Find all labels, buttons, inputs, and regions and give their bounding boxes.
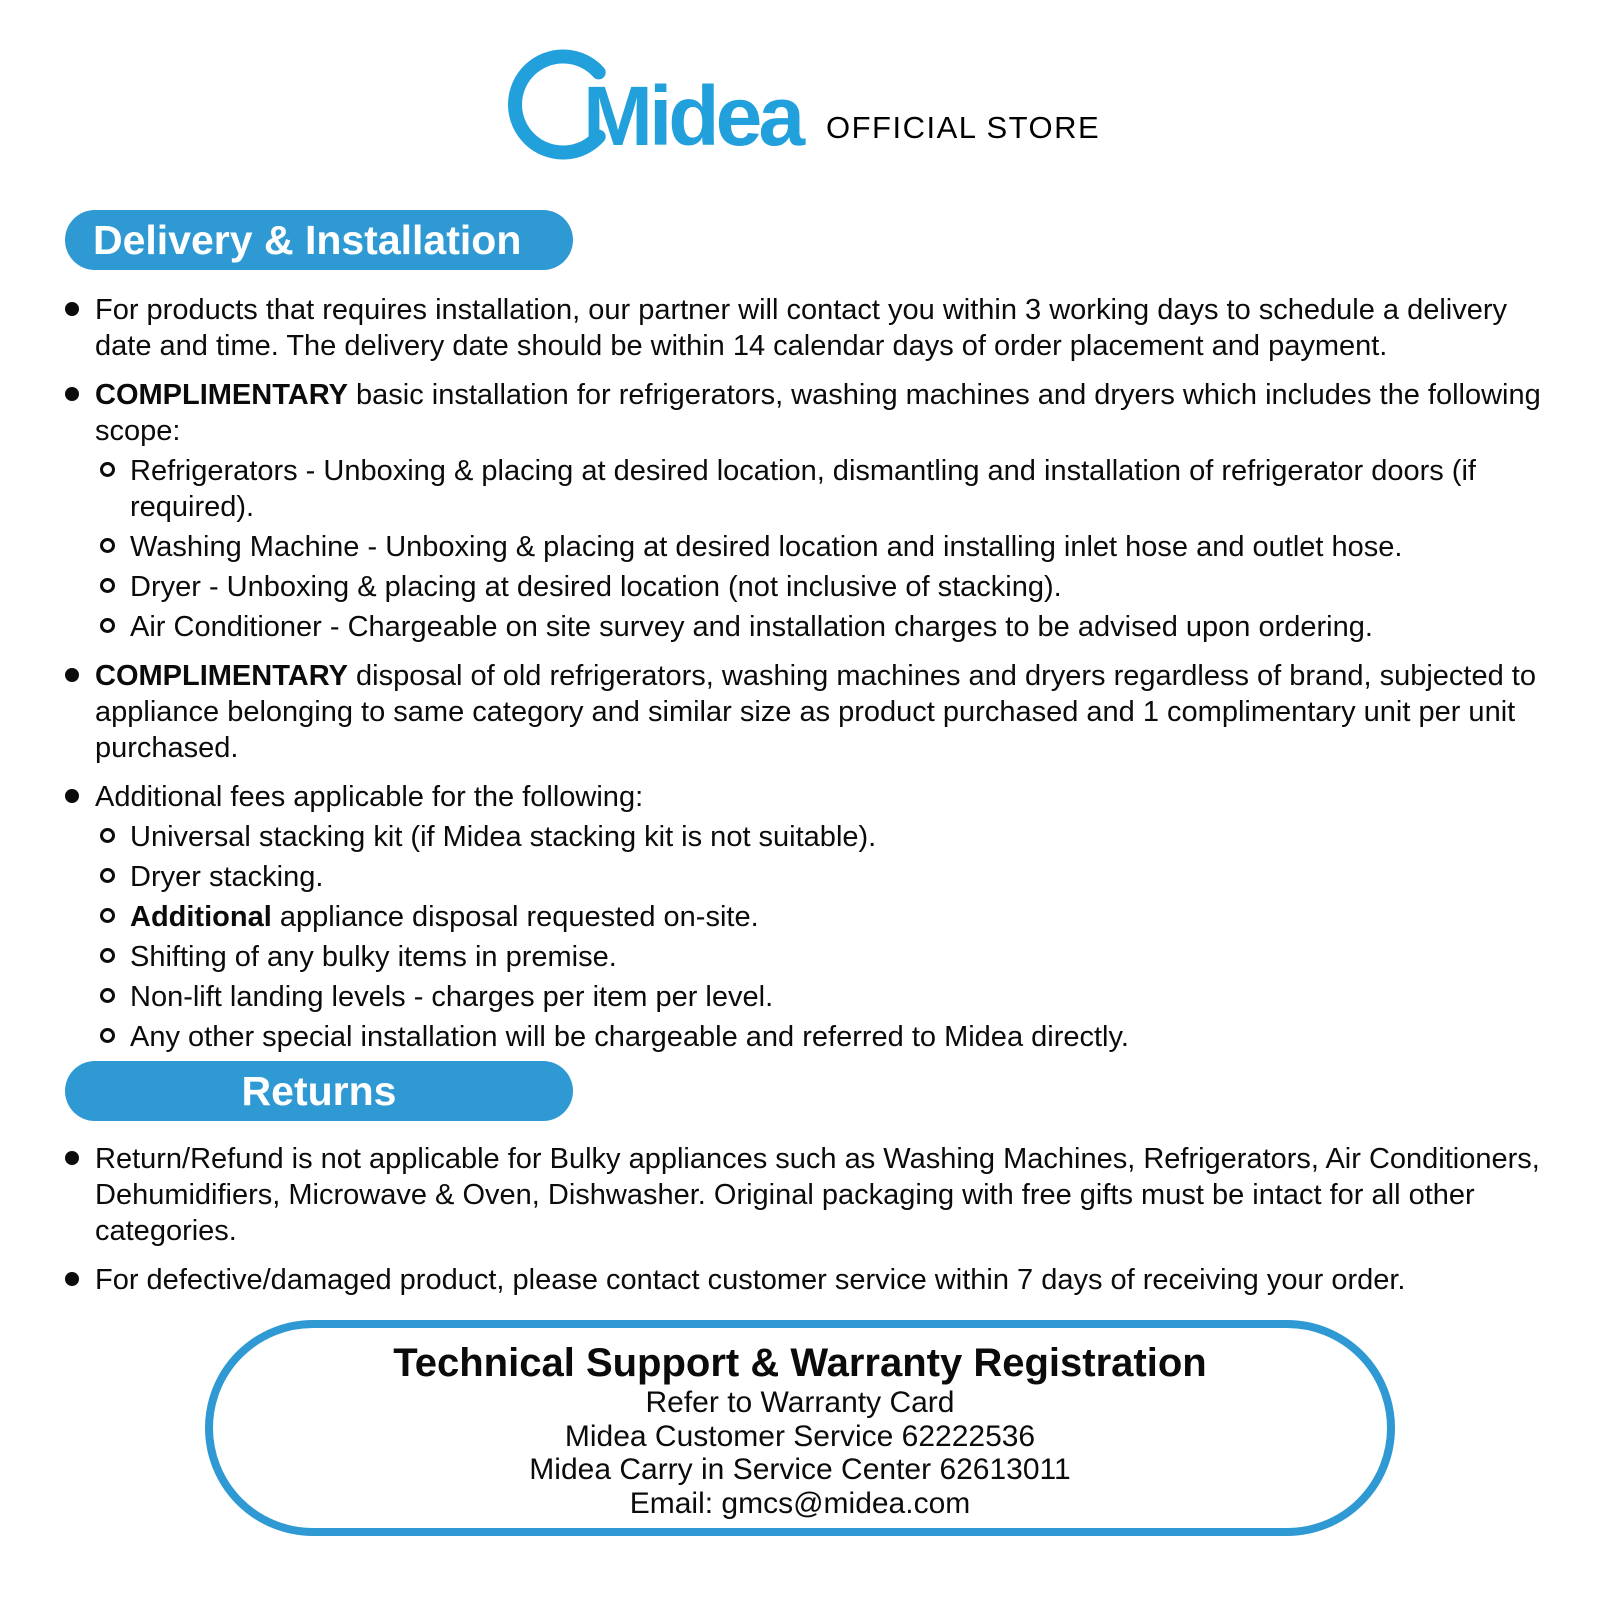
bullet-text: COMPLIMENTARY disposal of old refrigerators, washing machines and dryers regardless of brand, subjected to appliance belonging to same category and similar size as product purchased and 1 complimentary unit per unit purchased. — [95, 660, 1536, 764]
bullet-dot-icon — [65, 1272, 79, 1286]
support-box-line: Refer to Warranty Card — [645, 1386, 955, 1419]
bullet-dot-icon — [65, 302, 79, 316]
bullet-text: Additional appliance disposal requested on-site. — [130, 901, 759, 933]
support-box-line: Midea Customer Service 62222536 — [564, 1419, 1036, 1453]
sub-bullet-item — [100, 609, 1600, 645]
sub-bullet-item — [100, 899, 1600, 935]
bullet-circle-icon — [100, 618, 115, 633]
sub-bullet-item — [100, 453, 1600, 525]
content — [0, 210, 1600, 1536]
sub-bullet-item — [100, 529, 1600, 565]
bullet-text: For products that requires installation, our partner will contact you within 3 working days to schedule a delivery date and time. The delivery date should be within 14 calendar days of order placement and payment. — [95, 294, 1508, 362]
support-box-line: Midea Carry in Service Center 62613011 — [529, 1453, 1071, 1486]
sub-bullet-item — [100, 859, 1600, 895]
sub-bullet-item — [100, 979, 1600, 1015]
bullet-dot-icon — [65, 668, 79, 682]
support-box — [205, 1320, 1395, 1536]
bullet-text: Universal stacking kit (if Midea stacking kit is not suitable). — [130, 821, 877, 853]
bullet-text: Any other special installation will be chargeable and referred to Midea directly. — [130, 1021, 1129, 1053]
bullet-circle-icon — [100, 988, 115, 1003]
bullet-circle-icon — [100, 578, 115, 593]
bullet-text: Non-lift landing levels - charges per item per level. — [130, 981, 774, 1013]
section-heading-delivery: Delivery & Installation — [65, 210, 573, 270]
bullet-item — [65, 1262, 1600, 1298]
midea-wordmark: Midea — [583, 69, 802, 163]
bullet-item — [65, 1141, 1600, 1249]
sub-bullet-item — [100, 1019, 1600, 1055]
bullet-text: For defective/damaged product, please contact customer service within 7 days of receiving your order. — [95, 1264, 1406, 1296]
bullet-item — [65, 377, 1600, 449]
bullet-text: Washing Machine - Unboxing & placing at desired location and installing inlet hose and outlet hose. — [130, 531, 1403, 563]
support-box-title: Technical Support & Warranty Registration — [393, 1341, 1207, 1385]
midea-logo — [498, 22, 828, 182]
official-store-label: OFFICIAL STORE — [826, 110, 1101, 145]
bullet-dot-icon — [65, 387, 79, 401]
bullet-text: Return/Refund is not applicable for Bulky appliances such as Washing Machines, Refrigerators, Air Conditioners, Dehumidifiers, Microwave & Oven, Dishwasher. Original packaging with free gifts must be intact for all other categories. — [95, 1143, 1540, 1247]
bullet-circle-icon — [100, 908, 115, 923]
bullet-circle-icon — [100, 868, 115, 883]
section-heading-returns: Returns — [65, 1061, 573, 1121]
bullet-text: COMPLIMENTARY basic installation for refrigerators, washing machines and dryers which includes the following scope: — [95, 379, 1541, 447]
bullet-circle-icon — [100, 1028, 115, 1043]
bullet-circle-icon — [100, 828, 115, 843]
sub-bullet-item — [100, 569, 1600, 605]
support-box-line: Email: gmcs@midea.com — [629, 1486, 971, 1520]
sub-bullet-item — [100, 819, 1600, 855]
bullet-text: Additional fees applicable for the following: — [95, 781, 644, 813]
bullet-text: Refrigerators - Unboxing & placing at desired location, dismantling and installation of refrigerator doors (if required). — [130, 455, 1476, 523]
bullet-text: Air Conditioner - Chargeable on site survey and installation charges to be advised upon ordering. — [130, 611, 1373, 643]
bullet-circle-icon — [100, 948, 115, 963]
bullet-circle-icon — [100, 462, 115, 477]
bullet-text: Dryer - Unboxing & placing at desired location (not inclusive of stacking). — [130, 571, 1062, 603]
sub-bullet-item — [100, 939, 1600, 975]
bullet-item — [65, 779, 1600, 815]
bullet-dot-icon — [65, 1151, 79, 1165]
bullet-text: Shifting of any bulky items in premise. — [130, 941, 617, 973]
bullet-dot-icon — [65, 789, 79, 803]
bullet-circle-icon — [100, 538, 115, 553]
bullet-item — [65, 292, 1600, 364]
bullet-item — [65, 658, 1600, 766]
bullet-text: Dryer stacking. — [130, 861, 324, 893]
